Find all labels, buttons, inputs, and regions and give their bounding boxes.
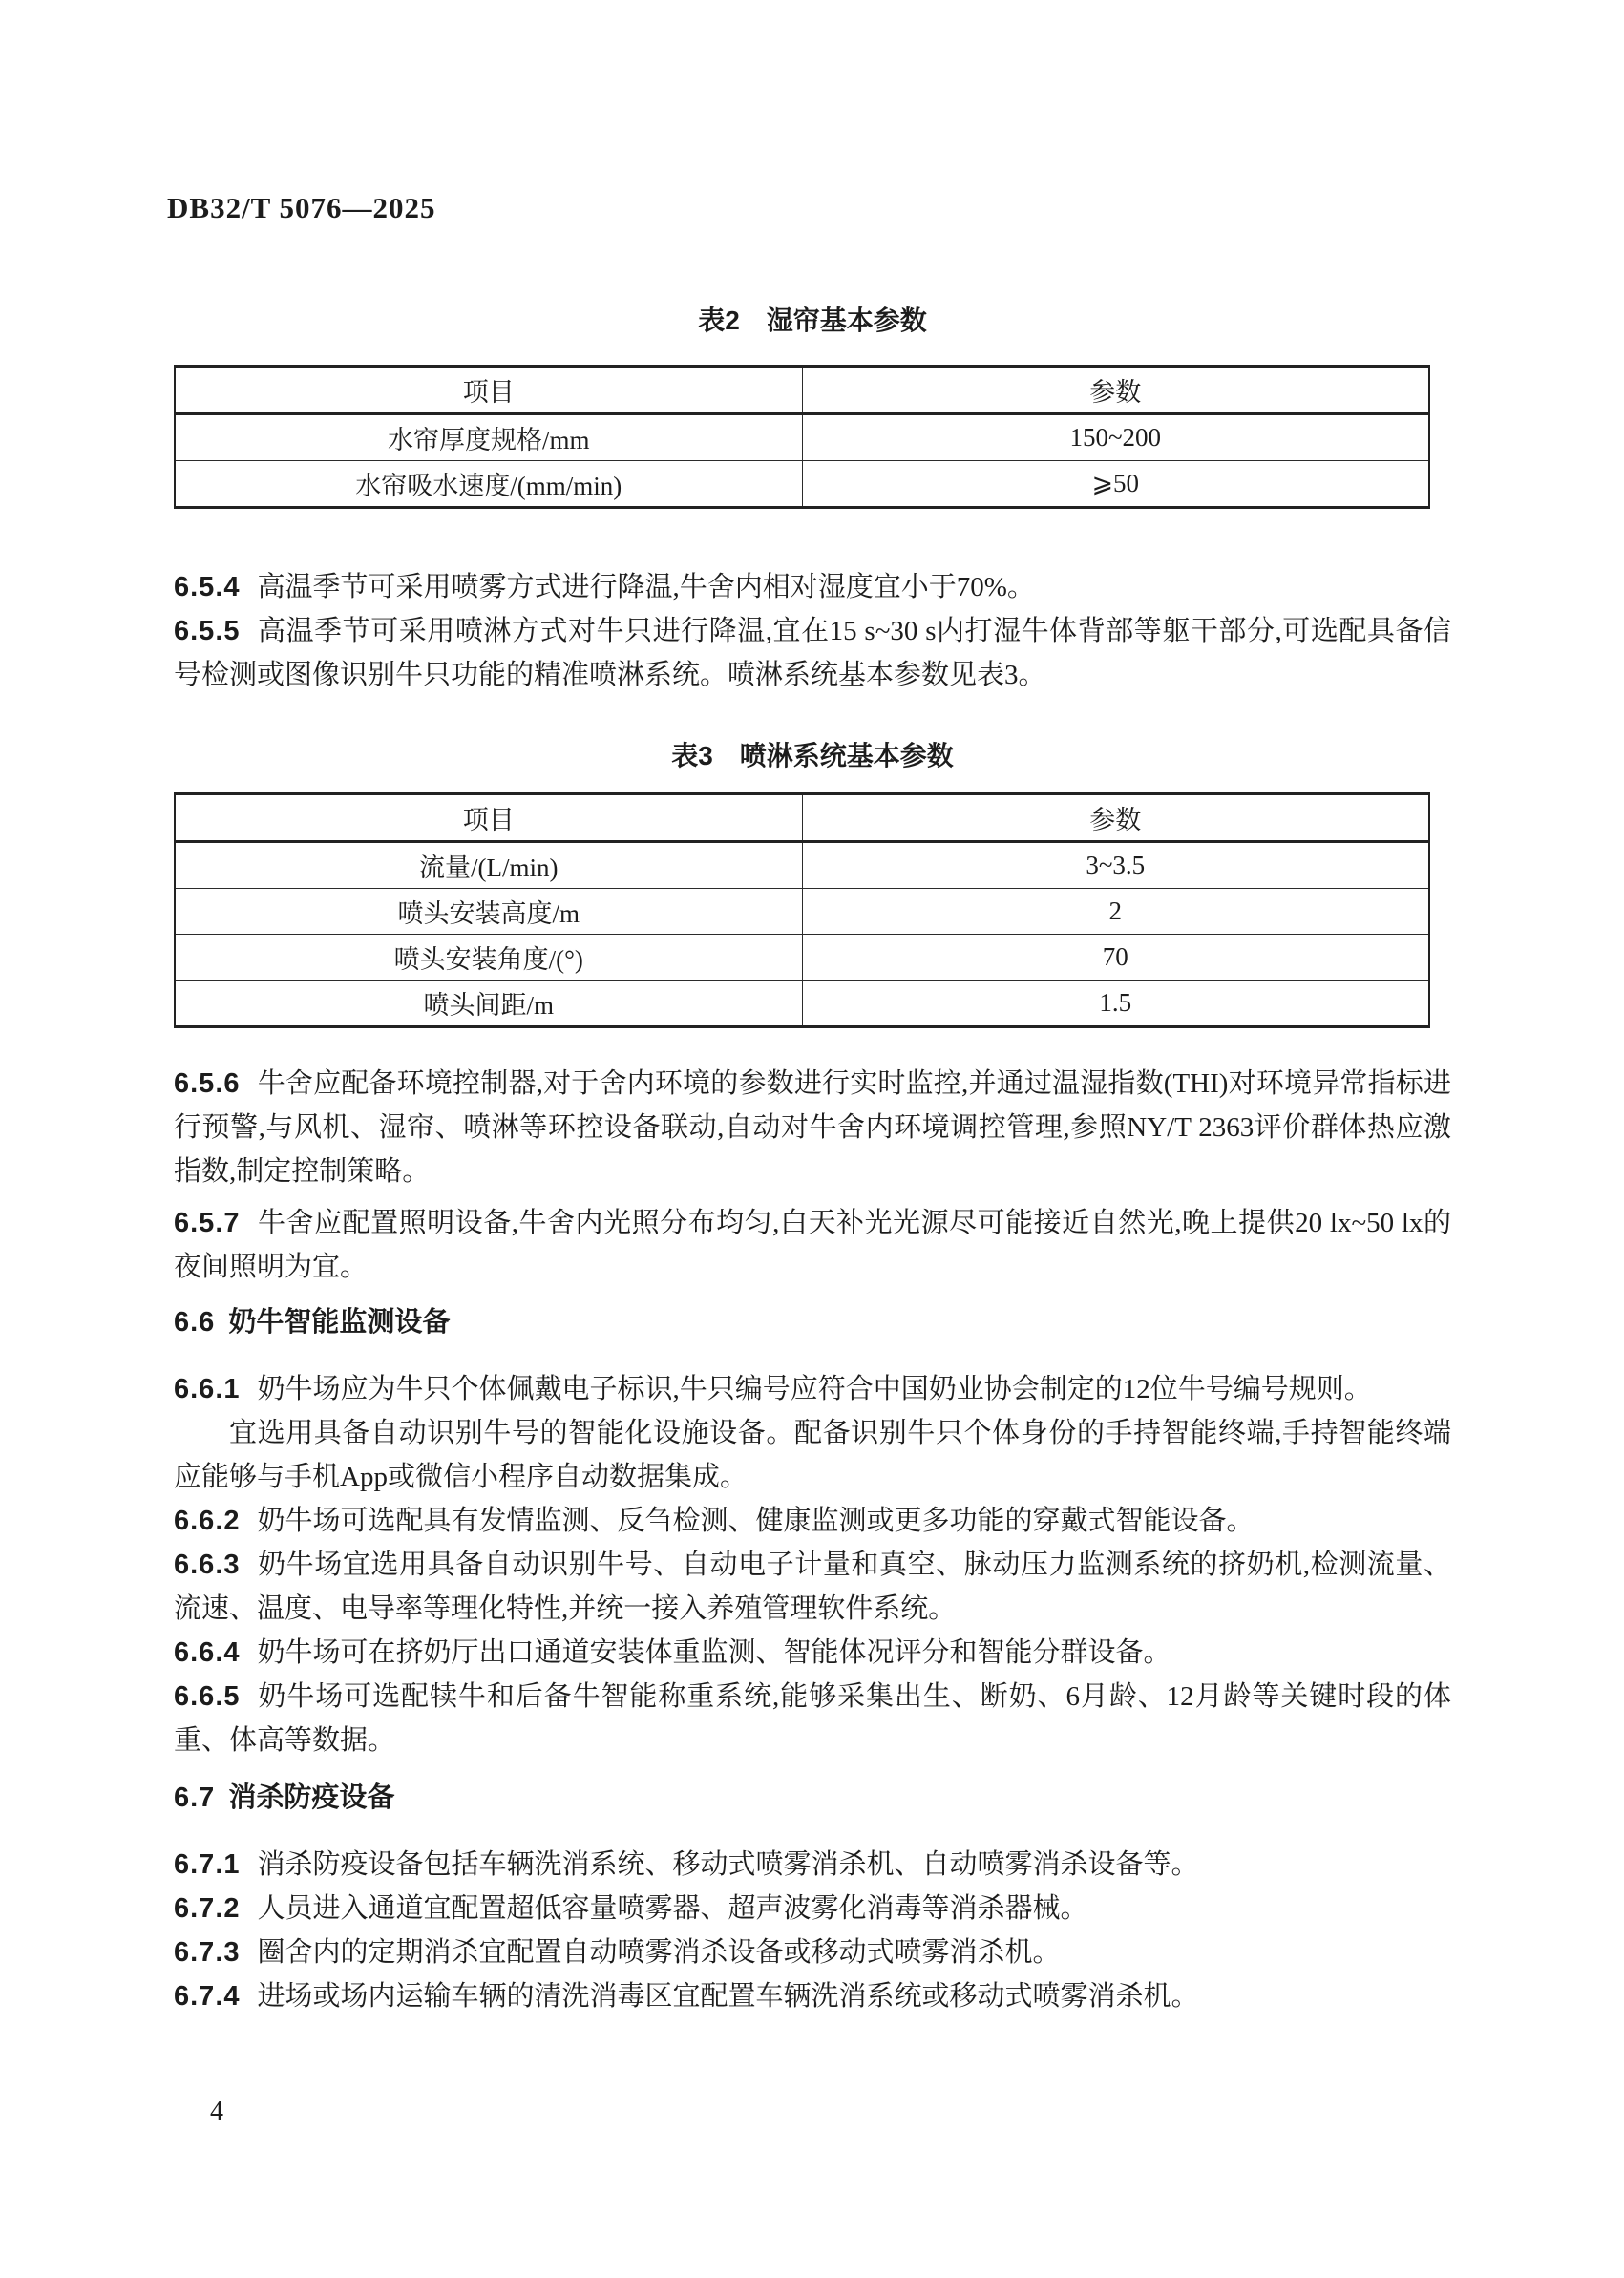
table-row [175, 889, 1429, 935]
clause-6-5-5 [174, 609, 1451, 697]
doc-number: DB32/T 5076—2025 [167, 191, 436, 224]
clause-number: 6.7.2 [174, 1893, 241, 1924]
clause-text: 牛舍应配置照明设备,牛舍内光照分布均匀,白天补光光源尽可能接近自然光,晚上提供20 lx~50 lx的夜间照明为宜。 [174, 1208, 1451, 1282]
clause-number: 6.7.3 [174, 1937, 241, 1968]
clause-text: 奶牛场应为牛只个体佩戴电子标识,牛只编号应符合中国奶业协会制定的12位牛号编号规则。 [257, 1374, 1372, 1404]
table3-row3-item: 喷头安装角度/(°) [175, 935, 802, 981]
clause-text: 消杀防疫设备包括车辆洗消系统、移动式喷雾消杀机、自动喷雾消杀设备等。 [257, 1849, 1199, 1880]
table2-col-item: 项目 [175, 367, 802, 414]
clause-text: 奶牛场可选配具有发情监测、反刍检测、健康监测或更多功能的穿戴式智能设备。 [257, 1506, 1255, 1536]
clause-6-6-1-continued [174, 1411, 1451, 1499]
table3-header-row [175, 794, 1429, 842]
clause-number: 6.7.4 [174, 1981, 241, 2012]
table2 [174, 365, 1430, 509]
table3-row2-item: 喷头安装高度/m [175, 889, 802, 935]
table-row [175, 935, 1429, 981]
table3-col-param: 参数 [802, 794, 1429, 842]
clause-text: 宜选用具备自动识别牛号的智能化设施设备。配备识别牛只个体身份的手持智能终端,手持智能终端应能够与手机App或微信小程序自动数据集成。 [174, 1418, 1451, 1492]
table3-row4-value: 1.5 [802, 981, 1429, 1027]
clause-number: 6.5.5 [174, 616, 241, 646]
table2-col-param: 参数 [802, 367, 1429, 414]
clause-text: 圈舍内的定期消杀宜配置自动喷雾消杀设备或移动式喷雾消杀机。 [257, 1937, 1061, 1968]
clause-6-6-2 [174, 1499, 1451, 1543]
table2-row2-item: 水帘吸水速度/(mm/min) [175, 461, 802, 508]
table-row [175, 461, 1429, 508]
clause-6-6-1 [174, 1367, 1451, 1411]
clause-6-5-4 [174, 565, 1451, 609]
clause-text: 人员进入通道宜配置超低容量喷雾器、超声波雾化消毒等消杀器械。 [257, 1893, 1088, 1924]
clause-number: 6.5.7 [174, 1208, 241, 1238]
clause-number: 6.6.3 [174, 1550, 241, 1580]
clause-6-7-1 [174, 1843, 1451, 1887]
clause-6-6-5 [174, 1675, 1451, 1762]
clause-number: 6.6.5 [174, 1681, 241, 1712]
table3-col-item: 项目 [175, 794, 802, 842]
clause-6-7-2 [174, 1887, 1451, 1930]
clause-text: 高温季节可采用喷雾方式进行降温,牛舍内相对湿度宜小于70%。 [257, 572, 1035, 602]
table-row [175, 981, 1429, 1027]
clause-text: 高温季节可采用喷淋方式对牛只进行降温,宜在15 s~30 s内打湿牛体背部等躯干部分,可选配具备信号检测或图像识别牛只功能的精准喷淋系统。喷淋系统基本参数见表3。 [174, 616, 1451, 690]
table2-row1-value: 150~200 [802, 414, 1429, 461]
table2-caption: 表2 湿帘基本参数 [698, 306, 927, 335]
clause-number: 6.5.4 [174, 572, 241, 602]
table3-row1-item: 流量/(L/min) [175, 842, 802, 889]
section-6-7-heading [174, 1776, 1451, 1820]
table3-row1-value: 3~3.5 [802, 842, 1429, 889]
clause-6-6-4 [174, 1631, 1451, 1675]
section-title: 奶牛智能监测设备 [228, 1307, 451, 1338]
table3-row3-value: 70 [802, 935, 1429, 981]
section-6-6-heading [174, 1300, 1451, 1344]
table3 [174, 792, 1430, 1028]
clause-text: 奶牛场宜选用具备自动识别牛号、自动电子计量和真空、脉动压力监测系统的挤奶机,检测流量、流速、温度、电导率等理化特性,并统一接入养殖管理软件系统。 [174, 1550, 1451, 1624]
clause-6-6-3 [174, 1543, 1451, 1631]
page-number: 4 [210, 2097, 223, 2126]
table3-row4-item: 喷头间距/m [175, 981, 802, 1027]
clause-text: 进场或场内运输车辆的清洗消毒区宜配置车辆洗消系统或移动式喷雾消杀机。 [257, 1981, 1199, 2012]
table-row [175, 842, 1429, 889]
clause-number: 6.6.2 [174, 1506, 241, 1536]
clause-text: 奶牛场可在挤奶厅出口通道安装体重监测、智能体况评分和智能分群设备。 [257, 1637, 1171, 1668]
table2-header-row [175, 367, 1429, 414]
clause-text: 牛舍应配备环境控制器,对于舍内环境的参数进行实时监控,并通过温湿指数(THI)对环境异常指标进行预警,与风机、湿帘、喷淋等环控设备联动,自动对牛舍内环境调控管理,参照NY/T 2363评价群体热应激指数,制定控制策略。 [174, 1068, 1451, 1187]
clause-number: 6.6.1 [174, 1374, 241, 1404]
clause-6-7-3 [174, 1930, 1451, 1974]
clause-6-5-6 [174, 1062, 1451, 1193]
clause-number: 6.7.1 [174, 1849, 241, 1880]
table2-row1-item: 水帘厚度规格/mm [175, 414, 802, 461]
section-title: 消杀防疫设备 [228, 1782, 395, 1813]
section-number: 6.6 [174, 1307, 216, 1338]
clause-number: 6.6.4 [174, 1637, 241, 1668]
table-row [175, 414, 1429, 461]
section-number: 6.7 [174, 1782, 216, 1813]
clause-number: 6.5.6 [174, 1068, 241, 1099]
table2-row2-value: ⩾50 [802, 461, 1429, 508]
clause-6-5-7 [174, 1201, 1451, 1289]
table3-row2-value: 2 [802, 889, 1429, 935]
clause-text: 奶牛场可选配犊牛和后备牛智能称重系统,能够采集出生、断奶、6月龄、12月龄等关键时段的体重、体高等数据。 [174, 1681, 1451, 1756]
clause-6-7-4 [174, 1974, 1451, 2018]
table3-caption: 表3 喷淋系统基本参数 [671, 741, 954, 770]
